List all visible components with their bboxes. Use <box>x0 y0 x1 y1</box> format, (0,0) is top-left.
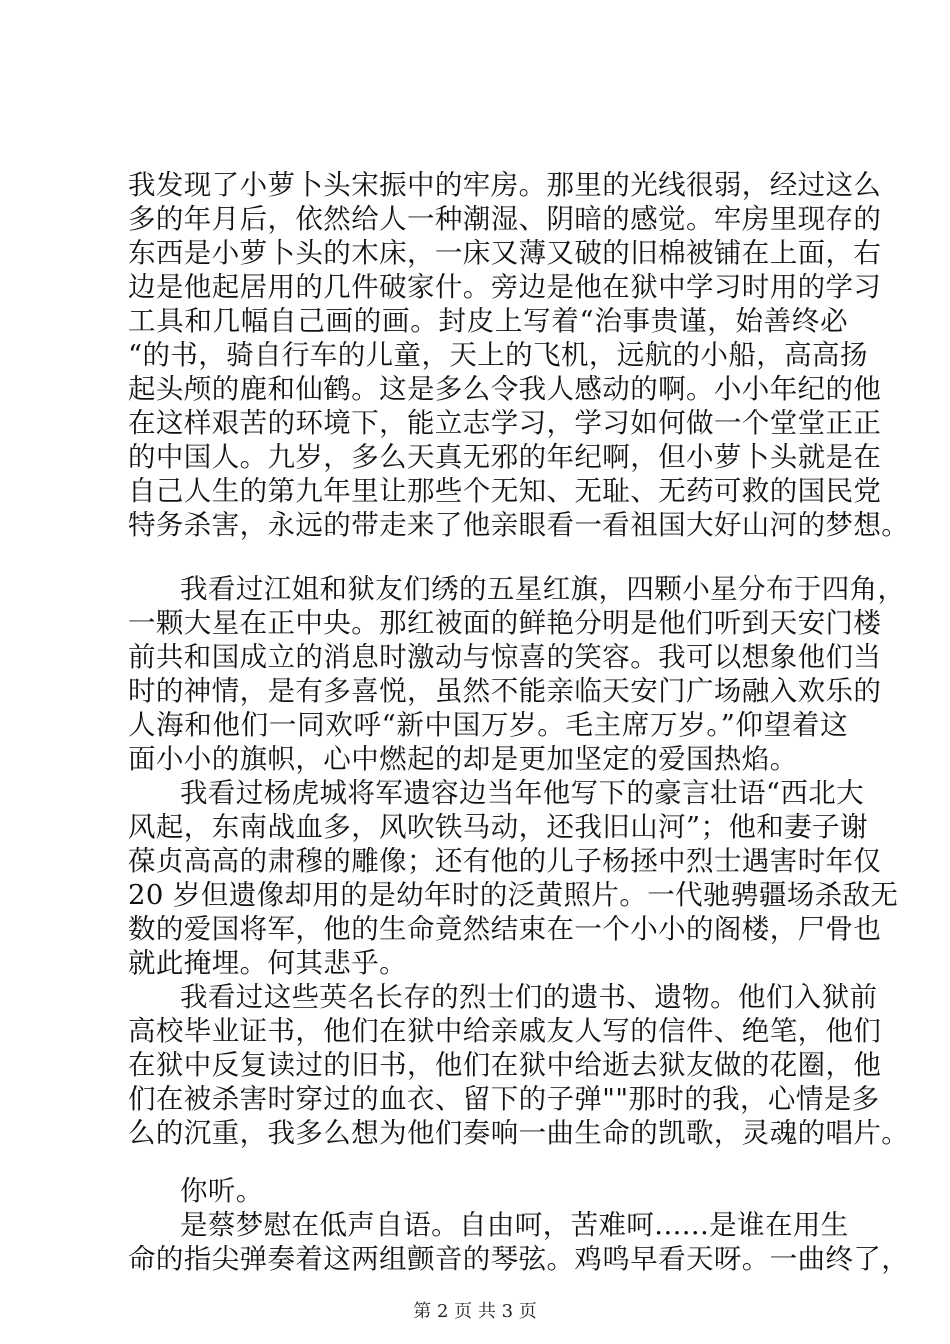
paragraph-4-line-5: 么的沉重，我多么想为他们奏响一曲生命的凯歌，灵魂的唱片。 <box>128 1117 910 1149</box>
paragraph-1-line-8: 在这样艰苦的环境下，能立志学习，学习如何做一个堂堂正正 <box>128 407 882 439</box>
paragraph-1-line-6: “的书，骑自行车的儿童，天上的飞机，远航的小船，高高扬 <box>128 339 868 371</box>
paragraph-1-line-9: 的中国人。九岁，多么天真无邪的年纪啊，但小萝卜头就是在 <box>128 441 882 473</box>
paragraph-2-line-3: 前共和国成立的消息时激动与惊喜的笑容。我可以想象他们当 <box>128 641 882 673</box>
paragraph-5-line-1: 你听。 <box>180 1175 264 1207</box>
page-number-footer: 第 2 页 共 3 页 <box>413 1301 537 1322</box>
paragraph-4-line-1: 我看过这些英名长存的烈士们的遗书、遗物。他们入狱前 <box>180 981 878 1013</box>
paragraph-1-line-4: 边是他起居用的几件破家什。旁边是他在狱中学习时用的学习 <box>128 271 882 303</box>
paragraph-1-line-11: 特务杀害，永远的带走来了他亲眼看一看祖国大好山河的梦想。 <box>128 509 910 541</box>
paragraph-2-line-1: 我看过江姐和狱友们绣的五星红旗，四颗小星分布于四角， <box>180 573 906 605</box>
paragraph-3-line-1: 我看过杨虎城将军遗容边当年他写下的豪言壮语“西北大 <box>180 777 865 809</box>
paragraph-3-line-6: 就此掩埋。何其悲乎。 <box>128 947 407 979</box>
paragraph-2-line-5: 人海和他们一同欢呼“新中国万岁。毛主席万岁。”仰望着这 <box>128 709 848 741</box>
paragraph-1-line-7: 起头颅的鹿和仙鹤。这是多么令我人感动的啊。小小年纪的他 <box>128 373 882 405</box>
paragraph-3-line-2: 风起，东南战血多，风吹铁马动，还我旧山河”；他和妻子谢 <box>128 811 868 843</box>
paragraph-2-line-6: 面小小的旗帜，心中燃起的却是更加坚定的爱国热焰。 <box>128 743 798 775</box>
paragraph-4-line-4: 们在被杀害时穿过的血衣、留下的子弹""那时的我，心情是多 <box>128 1083 880 1115</box>
paragraph-4-line-2: 高校毕业证书，他们在狱中给亲戚友人写的信件、绝笔，他们 <box>128 1015 882 1047</box>
paragraph-1-line-3: 东西是小萝卜头的木床，一床又薄又破的旧棉被铺在上面，右 <box>128 237 882 269</box>
paragraph-2-line-4: 时的神情，是有多喜悦，虽然不能亲临天安门广场融入欢乐的 <box>128 675 882 707</box>
paragraph-4-line-3: 在狱中反复读过的旧书，他们在狱中给逝去狱友做的花圈，他 <box>128 1049 882 1081</box>
paragraph-6-line-2: 命的指尖弹奏着这两组颤音的琴弦。鸡鸣早看天呀。一曲终了， <box>128 1243 910 1275</box>
paragraph-1-line-10: 自己人生的第九年里让那些个无知、无耻、无药可救的国民党 <box>128 475 882 507</box>
paragraph-3-line-4: 20 岁但遗像却用的是幼年时的泛黄照片。一代驰骋疆场杀敌无 <box>128 879 899 911</box>
paragraph-1-line-5: 工具和几幅自己画的画。封皮上写着“治事贵谨，始善终必 <box>128 305 848 337</box>
paragraph-2-line-2: 一颗大星在正中央。那红被面的鲜艳分明是他们听到天安门楼 <box>128 607 882 639</box>
paragraph-1-line-1: 我发现了小萝卜头宋振中的牢房。那里的光线很弱，经过这么 <box>128 169 882 201</box>
paragraph-3-line-5: 数的爱国将军，他的生命竟然结束在一个小小的阁楼，尸骨也 <box>128 913 882 945</box>
paragraph-6-line-1: 是蔡梦慰在低声自语。自由呵，苦难呵......是谁在用生 <box>180 1209 849 1241</box>
paragraph-1-line-2: 多的年月后，依然给人一种潮湿、阴暗的感觉。牢房里现存的 <box>128 203 882 235</box>
paragraph-3-line-3: 葆贞高高的肃穆的雕像；还有他的儿子杨拯中烈士遇害时年仅 <box>128 845 882 877</box>
